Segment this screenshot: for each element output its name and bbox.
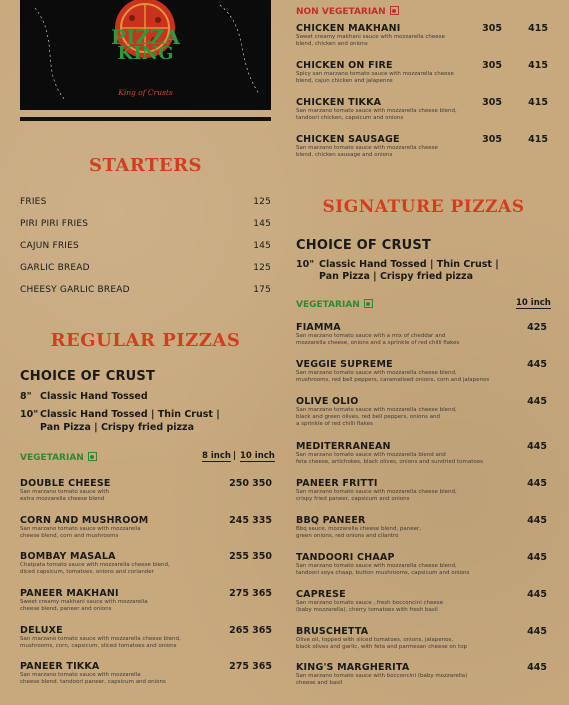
price-10: 445 [527,441,547,452]
item-desc-line: extra mozzarella cheese blend [20,496,105,502]
item-desc-line: mozzarella cheese, onions and a sprinkle of red chilli flakes [296,340,460,346]
regular-item [20,661,272,686]
item-name: MEDITERRANEAN [296,441,391,452]
price-8: 305 [482,97,502,108]
item-desc-line: diced capsicum, tomatoes, onions and coriander [20,569,154,575]
item-name: DELUXE [20,625,63,636]
logo-tagline: King of Crusts [118,88,173,97]
item-desc-line: San marzano tomato sauce , fresh bocconcini cheese [296,600,443,606]
item-name: CHICKEN SAUSAGE [296,134,400,145]
price-10: 335 [252,515,272,526]
item-desc-line: San marzano tomato sauce with bocconcini (baby mozzarella) [296,673,468,679]
price-8: 265 [229,625,249,636]
price-10: 350 [252,478,272,489]
starters-title: STARTERS [88,155,203,176]
item-desc-line: (baby mozzarella), cherry tomatoes with fresh basil [296,607,438,613]
price-10: 365 [252,588,272,599]
price-10: 445 [527,662,547,673]
regular-veg-label: VEGETARIAN [20,452,97,463]
item-name: PANEER FRITTI [296,478,378,489]
signature-crust-options: Classic Hand Tossed | Thin Crust | [319,259,499,270]
price-10: 445 [527,552,547,563]
item-desc-line: Bbq sauce, mozzarella cheese blend, paneer, [296,526,421,532]
price-10: 445 [527,359,547,370]
item-desc-line: San marzano tomato sauce with mozzarella cheese blend, [296,489,457,495]
regular-item [20,478,272,503]
signature-veg-label: VEGETARIAN [296,299,373,310]
nonveg-item [296,97,551,122]
signature-item [296,322,551,347]
item-name: CAPRESE [296,589,346,600]
item-desc-line: crispy fried paneer, capsicum and onions [296,496,410,502]
nonveg-item [296,134,551,159]
item-desc: San marzano tomato sauce with mozzarella cheese blend, tandoori chicken, capsicum and onions [296,108,457,121]
item-desc-line: San marzano tomato sauce with [20,489,110,495]
price-10: 445 [527,589,547,600]
item-desc: Sweet creamy makhani sauce with mozzarella cheese blend, chicken and onions [296,34,445,47]
item-desc-line: feta cheese, artichokes, black olives, onions and sundried tomatoes [296,459,484,465]
item-name: PANEER MAKHANI [20,588,119,599]
signature-title: SIGNATURE PIZZAS [322,197,525,217]
veg-dot-icon [88,452,97,461]
logo-divider [20,117,271,121]
item-desc-line: cheese blend, tandoori paneer, capsicum and onions [20,679,166,685]
price-10: 350 [252,551,272,562]
regular-crust-title: CHOICE OF CRUST [20,369,156,384]
nonveg-label: NON VEGETARIAN [296,6,399,17]
nonveg-item [296,23,551,48]
item-desc-line: San marzano tomato sauce with mozzarella cheese blend, [296,407,457,413]
item-name: BBQ PANEER [296,515,366,526]
price-10: 365 [252,661,272,672]
price-8: 305 [482,134,502,145]
item-name: OLIVE OLIO [296,396,359,407]
item-desc-line: San marzano tomato sauce with mozzarella cheese blend, [296,563,457,569]
price-8: 255 [229,551,249,562]
item-desc: San marzano tomato sauce with mozzarella cheese blend, chicken sausage and onions [296,145,438,158]
item-desc-line: mushrooms, corn, capsicum, sliced tomatoes and onions [20,643,177,649]
starter-price: 145 [253,241,271,251]
item-desc-line: San marzano tomato sauce with mozzarella blend and [296,452,446,458]
regular-item [20,588,272,613]
crust-8-size: 8" [20,391,32,402]
crust-8-options: Classic Hand Tossed [40,391,148,402]
starter-name: CAJUN FRIES [20,241,79,251]
signature-item [296,359,551,384]
item-desc-line: mushrooms, red bell peppers, caramelised onions, corn and jalapenos [296,377,490,383]
item-name: BOMBAY MASALA [20,551,116,562]
signature-item [296,552,551,577]
item-desc-line: tandoori soya chaap, button mushrooms, capsicum and onions [296,570,470,576]
signature-item [296,396,551,428]
col-10-inch: 10 inch [240,451,275,461]
item-desc-line: Olive oil, topped with sliced tomatoes, onions, jalapenos, [296,637,454,643]
item-name: BRUSCHETTA [296,626,369,637]
price-10: 445 [527,515,547,526]
item-name: TANDOORI CHAAP [296,552,395,563]
crust-10-options: Classic Hand Tossed | Thin Crust | [40,409,220,420]
starter-price: 125 [253,263,271,273]
item-name: KING'S MARGHERITA [296,662,410,673]
logo-title-line2: KING [117,43,174,64]
price-10: 415 [528,23,548,34]
item-name: CHICKEN MAKHANI [296,23,401,34]
veg-dot-icon [364,299,373,308]
logo-title-line1: PIZZA [110,25,181,49]
crust-10-options-cont: Pan Pizza | Crispy fried pizza [40,422,194,433]
price-8: 275 [229,661,249,672]
price-8: 305 [482,23,502,34]
item-desc-line: San marzano tomato sauce with mozzarella [20,672,141,678]
signature-crust-options-cont: Pan Pizza | Crispy fried pizza [319,271,473,282]
price-8: 305 [482,60,502,71]
signature-crust-title: CHOICE OF CRUST [296,238,432,253]
price-10: 415 [528,97,548,108]
nonveg-dot-icon [390,6,399,15]
item-desc-line: San marzano tomato sauce with mozzarella [20,526,141,532]
price-10: 425 [527,322,547,333]
price-10: 415 [528,60,548,71]
item-name: DOUBLE CHEESE [20,478,111,489]
item-name: CHICKEN ON FIRE [296,60,393,71]
regular-item [20,515,272,540]
price-10: 445 [527,396,547,407]
price-10: 415 [528,134,548,145]
regular-item [20,551,272,576]
signature-col-10-inch: 10 inch [516,298,551,308]
regular-title: REGULAR PIZZAS [50,330,241,351]
signature-item [296,626,551,651]
starter-name: FRIES [20,197,47,207]
price-10: 365 [252,625,272,636]
col-separator: | [233,451,237,461]
price-8: 250 [229,478,249,489]
nonveg-item [296,60,551,85]
starter-name: CHEESY GARLIC BREAD [20,285,130,295]
price-10: 445 [527,626,547,637]
item-name: VEGGIE SUPREME [296,359,393,370]
signature-item [296,515,551,540]
signature-item [296,662,551,687]
col-8-inch: 8 inch [202,451,231,461]
signature-item [296,589,551,614]
signature-crust-size: 10" [296,259,315,270]
starter-price: 125 [253,197,271,207]
item-desc-line: green onions, red onions and cilantro [296,533,399,539]
item-desc-line: Chatpata tomato sauce with mozzarella cheese blend, [20,562,170,568]
item-name: CHICKEN TIKKA [296,97,382,108]
item-desc-line: cheese blend, corn and mushrooms [20,533,119,539]
signature-item [296,441,551,466]
item-desc-line: San marzano tomato sauce with mozzarella cheese blend, [296,370,457,376]
price-8: 245 [229,515,249,526]
starter-name: GARLIC BREAD [20,263,90,273]
starter-name: PIRI PIRI FRIES [20,219,89,229]
item-desc-line: San marzano tomato sauce with mozzarella cheese blend, [20,636,181,642]
item-desc-line: a sprinkle of red chilli flakes [296,421,373,427]
starter-price: 145 [253,219,271,229]
item-desc-line: cheese blend, paneer and onions [20,606,112,612]
item-desc-line: cheese and basil [296,680,343,686]
price-8: 275 [229,588,249,599]
item-desc-line: San marzano tomato sauce with a mix of cheddar and [296,333,446,339]
price-10: 445 [527,478,547,489]
item-desc-line: Sweet creamy makhani sauce with mozzarella [20,599,148,605]
item-name: CORN AND MUSHROOM [20,515,149,526]
item-desc-line: black olives and garlic, with feta and parmesan cheese on top [296,644,468,650]
regular-item [20,625,272,650]
logo-panel [20,0,271,110]
item-name: FIAMMA [296,322,341,333]
signature-item [296,478,551,503]
starter-price: 175 [253,285,271,295]
item-name: PANEER TIKKA [20,661,100,672]
item-desc-line: black and green olives, red bell peppers, onions and [296,414,440,420]
item-desc: Spicy san marzano tomato sauce with mozzarella cheese blend, cajun chicken and jalapenos [296,71,454,84]
crust-10-size: 10" [20,409,39,420]
